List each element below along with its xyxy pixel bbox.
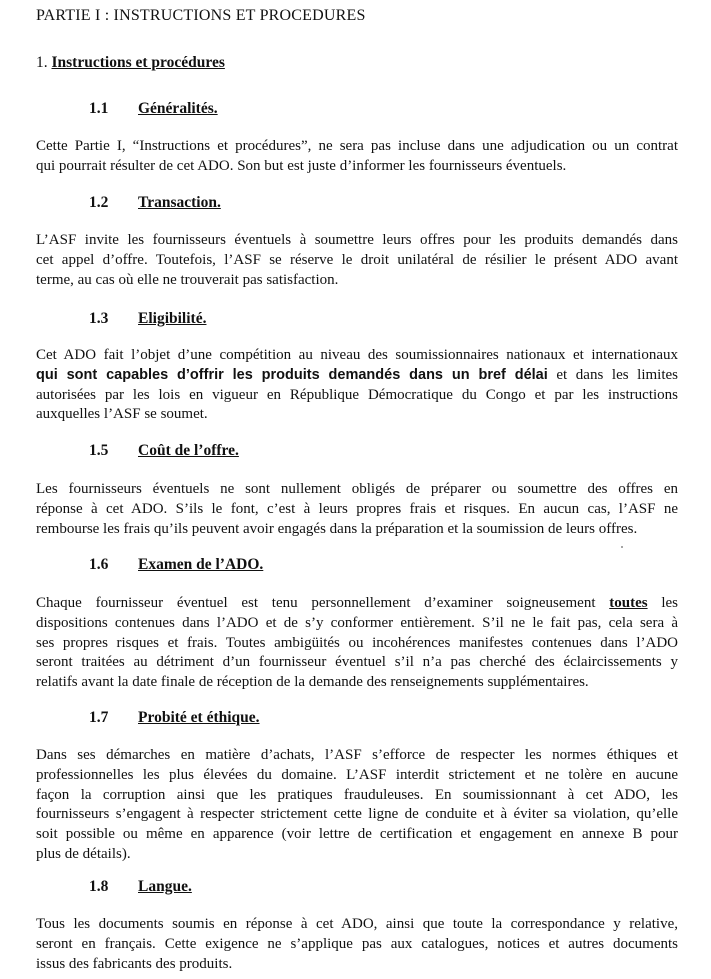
- paragraph-line: professionnelles les plus élevées du domaine. L’ASF interdit strictement et ne tolère en aucune: [36, 766, 678, 783]
- subsection-number: 1.2: [89, 194, 109, 211]
- paragraph-line: seront en français. Cette exigence ne s’applique pas aux catalogues, notices et autres documents: [36, 935, 678, 952]
- subsection-title: Probité et éthique.: [138, 709, 260, 726]
- subsection-number: 1.6: [89, 556, 109, 573]
- paragraph-line: plus de détails).: [36, 845, 131, 862]
- paragraph: [36, 346, 678, 425]
- paragraph-line: soit possible ou même en apparence (voir lettre de certification et engagement en annexe B pour: [36, 826, 678, 843]
- paragraph-line: seront traitées au détriment d’un fournisseur éventuel s’il n’a pas cherché des éclaircissements y: [36, 654, 678, 671]
- paragraph-line: issus des fabricants des produits.: [36, 955, 233, 972]
- paragraph-line: Dans ses démarches en matière d’achats, l’ASF s’efforce de respecter les normes éthiques et: [36, 747, 678, 763]
- scan-speck: [621, 546, 623, 548]
- page-title: PARTIE I : INSTRUCTIONS ET PROCEDURES: [36, 7, 366, 24]
- section-heading-label: Instructions et procédures: [51, 54, 225, 71]
- paragraph: [36, 915, 678, 974]
- paragraph-line: cet appel d’offre. Toutefois, l’ASF se réserve le droit unilatéral de résilier le présent ADO avant: [36, 251, 678, 268]
- bold-phrase: qui sont capables d’offrir les produits demandés dans un bref délai: [36, 366, 548, 383]
- paragraph: [36, 746, 678, 865]
- paragraph-line: façon la corruption ainsi que les pratiques frauduleuses. En soumissionnant à cet ADO, les: [36, 786, 678, 803]
- paragraph: [36, 594, 678, 693]
- paragraph-text: Chaque fournisseur éventuel est tenu personnellement d’examiner soigneusement: [36, 595, 610, 611]
- paragraph-text: et dans les limites: [547, 366, 678, 383]
- paragraph-line: Cette Partie I, “Instructions et procédures”, ne sera pas incluse dans une adjudication ou un contrat: [36, 138, 678, 154]
- subsection-title: Eligibilité.: [138, 310, 207, 327]
- subsection-title: Langue.: [138, 878, 192, 895]
- paragraph-line: fournisseurs s’engagent à respecter strictement cette ligne de conduite et à éviter sa violation, qu’elle: [36, 806, 678, 823]
- paragraph-line: Tous les documents soumis en réponse à cet ADO, ainsi que toute la correspondance y relative,: [36, 916, 678, 932]
- section-heading-number: 1.: [36, 54, 48, 71]
- emphasis-word: toutes: [609, 595, 648, 611]
- paragraph: [36, 137, 678, 177]
- subsection-title: Transaction.: [138, 194, 221, 211]
- subsection-number: 1.3: [89, 310, 109, 327]
- subsection-number: 1.1: [89, 100, 109, 117]
- paragraph-line: dispositions contenues dans l’ADO et de s’y conformer entièrement. S’il ne le fait pas, cela sera à: [36, 614, 678, 631]
- subsection-number: 1.7: [89, 709, 109, 726]
- subsection-title: Généralités.: [138, 100, 218, 117]
- paragraph-line: [36, 594, 678, 614]
- paragraph-line: terme, au cas où elle ne trouverait pas satisfaction.: [36, 271, 339, 288]
- paragraph: [36, 480, 678, 539]
- paragraph-line: ses propres risques et frais. Toutes ambigüités ou incohérences manifestes contenues dans l’ADO: [36, 634, 678, 651]
- paragraph-line: [36, 366, 678, 386]
- paragraph-line: réponse à cet ADO. S’ils le font, c’est à leurs propres frais et risques. En aucun cas, l’ASF ne: [36, 500, 678, 517]
- paragraph-line: Les fournisseurs éventuels ne sont nullement obligés de préparer ou soumettre des offres en: [36, 481, 678, 497]
- paragraph-text: les: [647, 595, 678, 611]
- subsection-title: Examen de l’ADO.: [138, 556, 264, 573]
- section-heading: [36, 54, 225, 72]
- paragraph-line: auxquelles l’ASF se soumet.: [36, 406, 208, 423]
- paragraph-line: rembourse les frais qu’ils peuvent avoir engagés dans la préparation et la soumission de leurs offres.: [36, 520, 638, 537]
- paragraph-line: Cet ADO fait l’objet d’une compétition au niveau des soumissionnaires nationaux et internationaux: [36, 347, 678, 363]
- paragraph-line: autorisées par les lois en vigueur en République Démocratique du Congo et par les instructions: [36, 386, 678, 403]
- subsection-number: 1.5: [89, 442, 109, 459]
- paragraph-line: qui pourrait résulter de cet ADO. Son but est juste d’informer les fournisseurs éventuels.: [36, 157, 567, 174]
- paragraph-line: relatifs avant la date finale de réception de la demande des renseignements supplémentaires.: [36, 674, 589, 691]
- subsection-title: Coût de l’offre.: [138, 442, 239, 459]
- paragraph-line: L’ASF invite les fournisseurs éventuels à soumettre leurs offres pour les produits demandés dans: [36, 232, 678, 248]
- paragraph: [36, 231, 678, 290]
- subsection-number: 1.8: [89, 878, 109, 895]
